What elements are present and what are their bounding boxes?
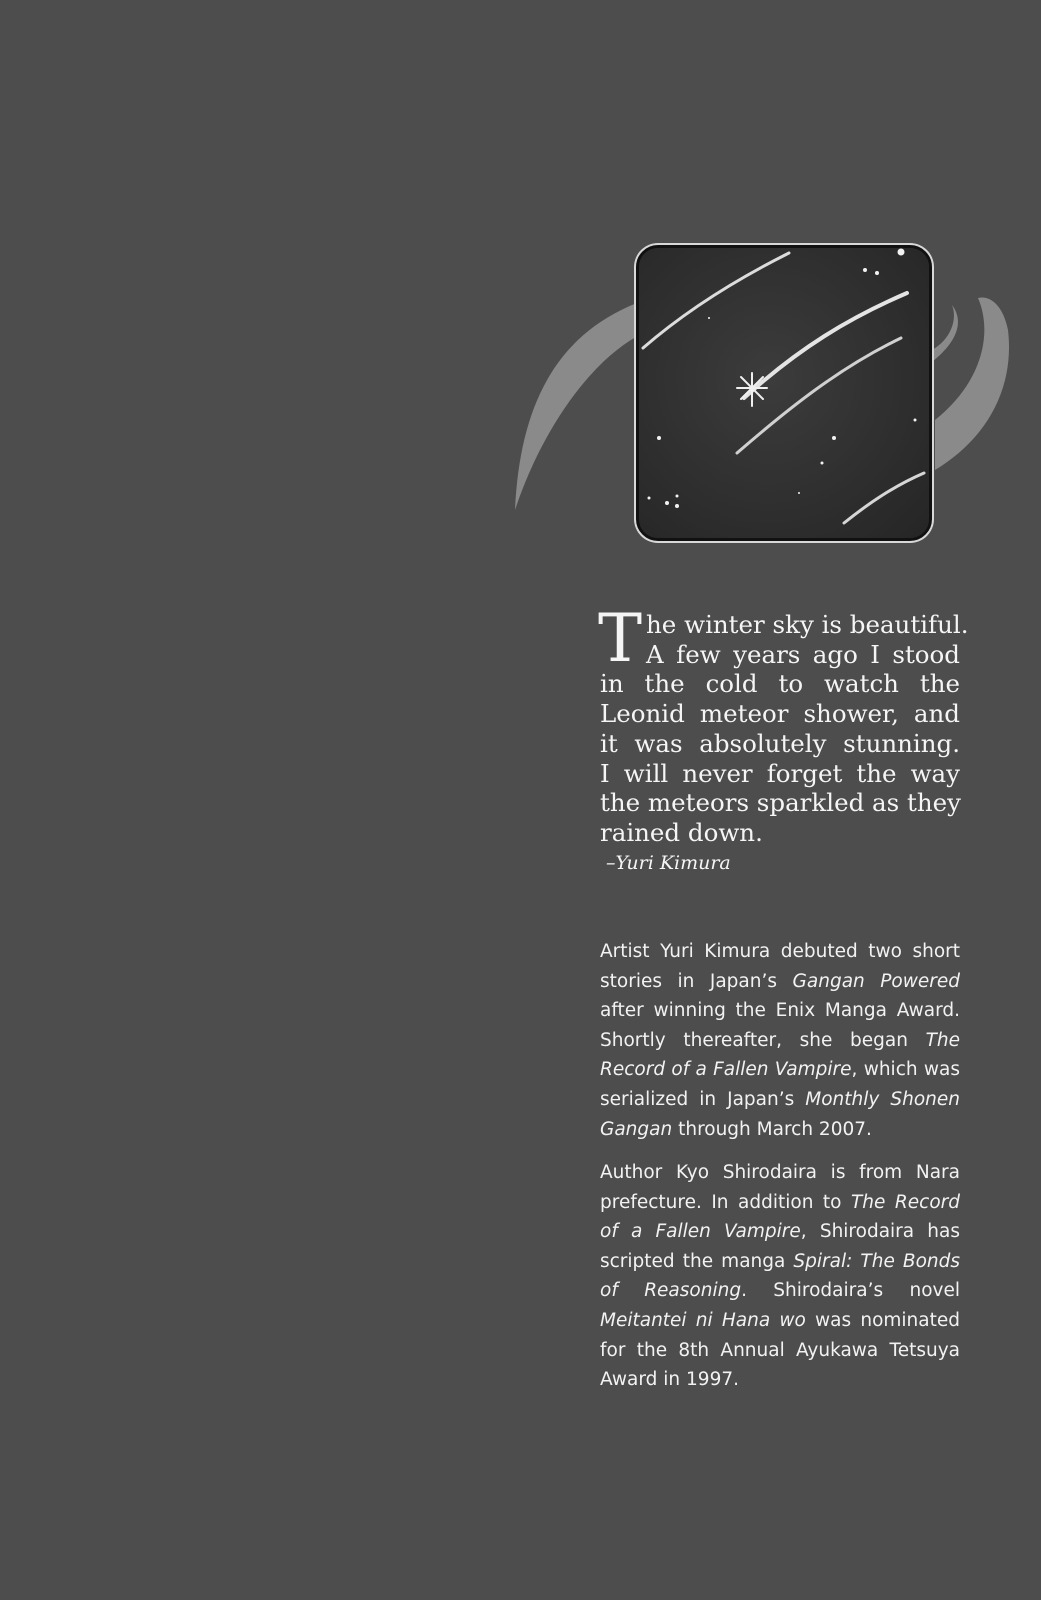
bio-title: of a Fallen Vampire (600, 1221, 801, 1243)
bio-line (600, 1336, 960, 1366)
bio-text: through March 2007. (672, 1118, 872, 1140)
swoosh-right-shape (935, 297, 1009, 470)
bio-title: of Reasoning (600, 1280, 742, 1302)
bio-title: The Record (851, 1191, 960, 1213)
swoosh-left-shape (515, 300, 650, 510)
bio-title: Spiral: The Bonds (793, 1250, 961, 1272)
quote-line: rained down. (600, 817, 763, 847)
author-bio (600, 1158, 960, 1395)
quote-line: I will never forget the way (600, 758, 960, 788)
bio-line (600, 1055, 960, 1085)
bio-line (600, 967, 960, 997)
quote-signature: –Yuri Kimura (606, 852, 731, 874)
bio-text: prefecture. In addition to (600, 1191, 851, 1213)
bio-title: Gangan Powered (792, 970, 960, 992)
bio-line (600, 1026, 960, 1056)
swoosh-right-thin-shape (932, 305, 958, 362)
bio-title: The (925, 1029, 960, 1051)
bio-text: , Shirodaira has (800, 1221, 960, 1243)
quote-line: A few years ago I stood (646, 639, 960, 669)
bio-text: after winning the Enix Manga Award. (600, 1000, 960, 1022)
quote-line: the meteors sparkled as they (600, 788, 961, 818)
bio-line (600, 1158, 960, 1188)
bio-line (600, 937, 960, 967)
quote-line: he winter sky is beautiful. (646, 610, 969, 639)
artist-bio (600, 937, 960, 1144)
bio-text: , which was (851, 1059, 960, 1081)
bio-line (600, 1188, 960, 1218)
quote-dropcap: T (598, 600, 643, 677)
bio-text: scripted the manga (600, 1250, 794, 1272)
author-quote (598, 600, 969, 848)
bio-title: Monthly Shonen (805, 1088, 960, 1110)
meteor-shower-illustration (636, 245, 932, 541)
bio-line (600, 1276, 960, 1306)
meteor-shower-image (639, 248, 929, 538)
bio-text: serialized in Japan’s (600, 1088, 806, 1110)
bio-text: Artist Yuri Kimura debuted two short (600, 941, 960, 962)
bio-title: Gangan (600, 1118, 673, 1140)
bio-line (600, 996, 960, 1026)
bio-line (600, 1306, 960, 1336)
bio-line (600, 1247, 960, 1277)
bio-title: Record of a Fallen Vampire (600, 1059, 852, 1081)
bio-text: . Shirodaira’s novel (741, 1280, 960, 1302)
bio-text: Award in 1997. (600, 1369, 739, 1391)
quote-line: Leonid meteor shower, and (600, 699, 960, 729)
bio-text: was nominated (805, 1309, 960, 1331)
bio-title: Meitantei ni Hana wo (600, 1309, 806, 1331)
bio-text: Shortly thereafter, she began (600, 1029, 926, 1051)
quote-line: in the cold to watch the (600, 669, 960, 699)
bio-line (600, 1217, 960, 1247)
bio-text: for the 8th Annual Ayukawa Tetsuya (600, 1339, 960, 1361)
bio-line (600, 1365, 960, 1395)
bio-text: stories in Japan’s (600, 970, 793, 992)
bio-text: Author Kyo Shirodaira is from Nara (600, 1162, 960, 1183)
bio-line (600, 1085, 960, 1115)
quote-line: it was absolutely stunning. (600, 728, 960, 758)
bio-line (600, 1115, 960, 1145)
